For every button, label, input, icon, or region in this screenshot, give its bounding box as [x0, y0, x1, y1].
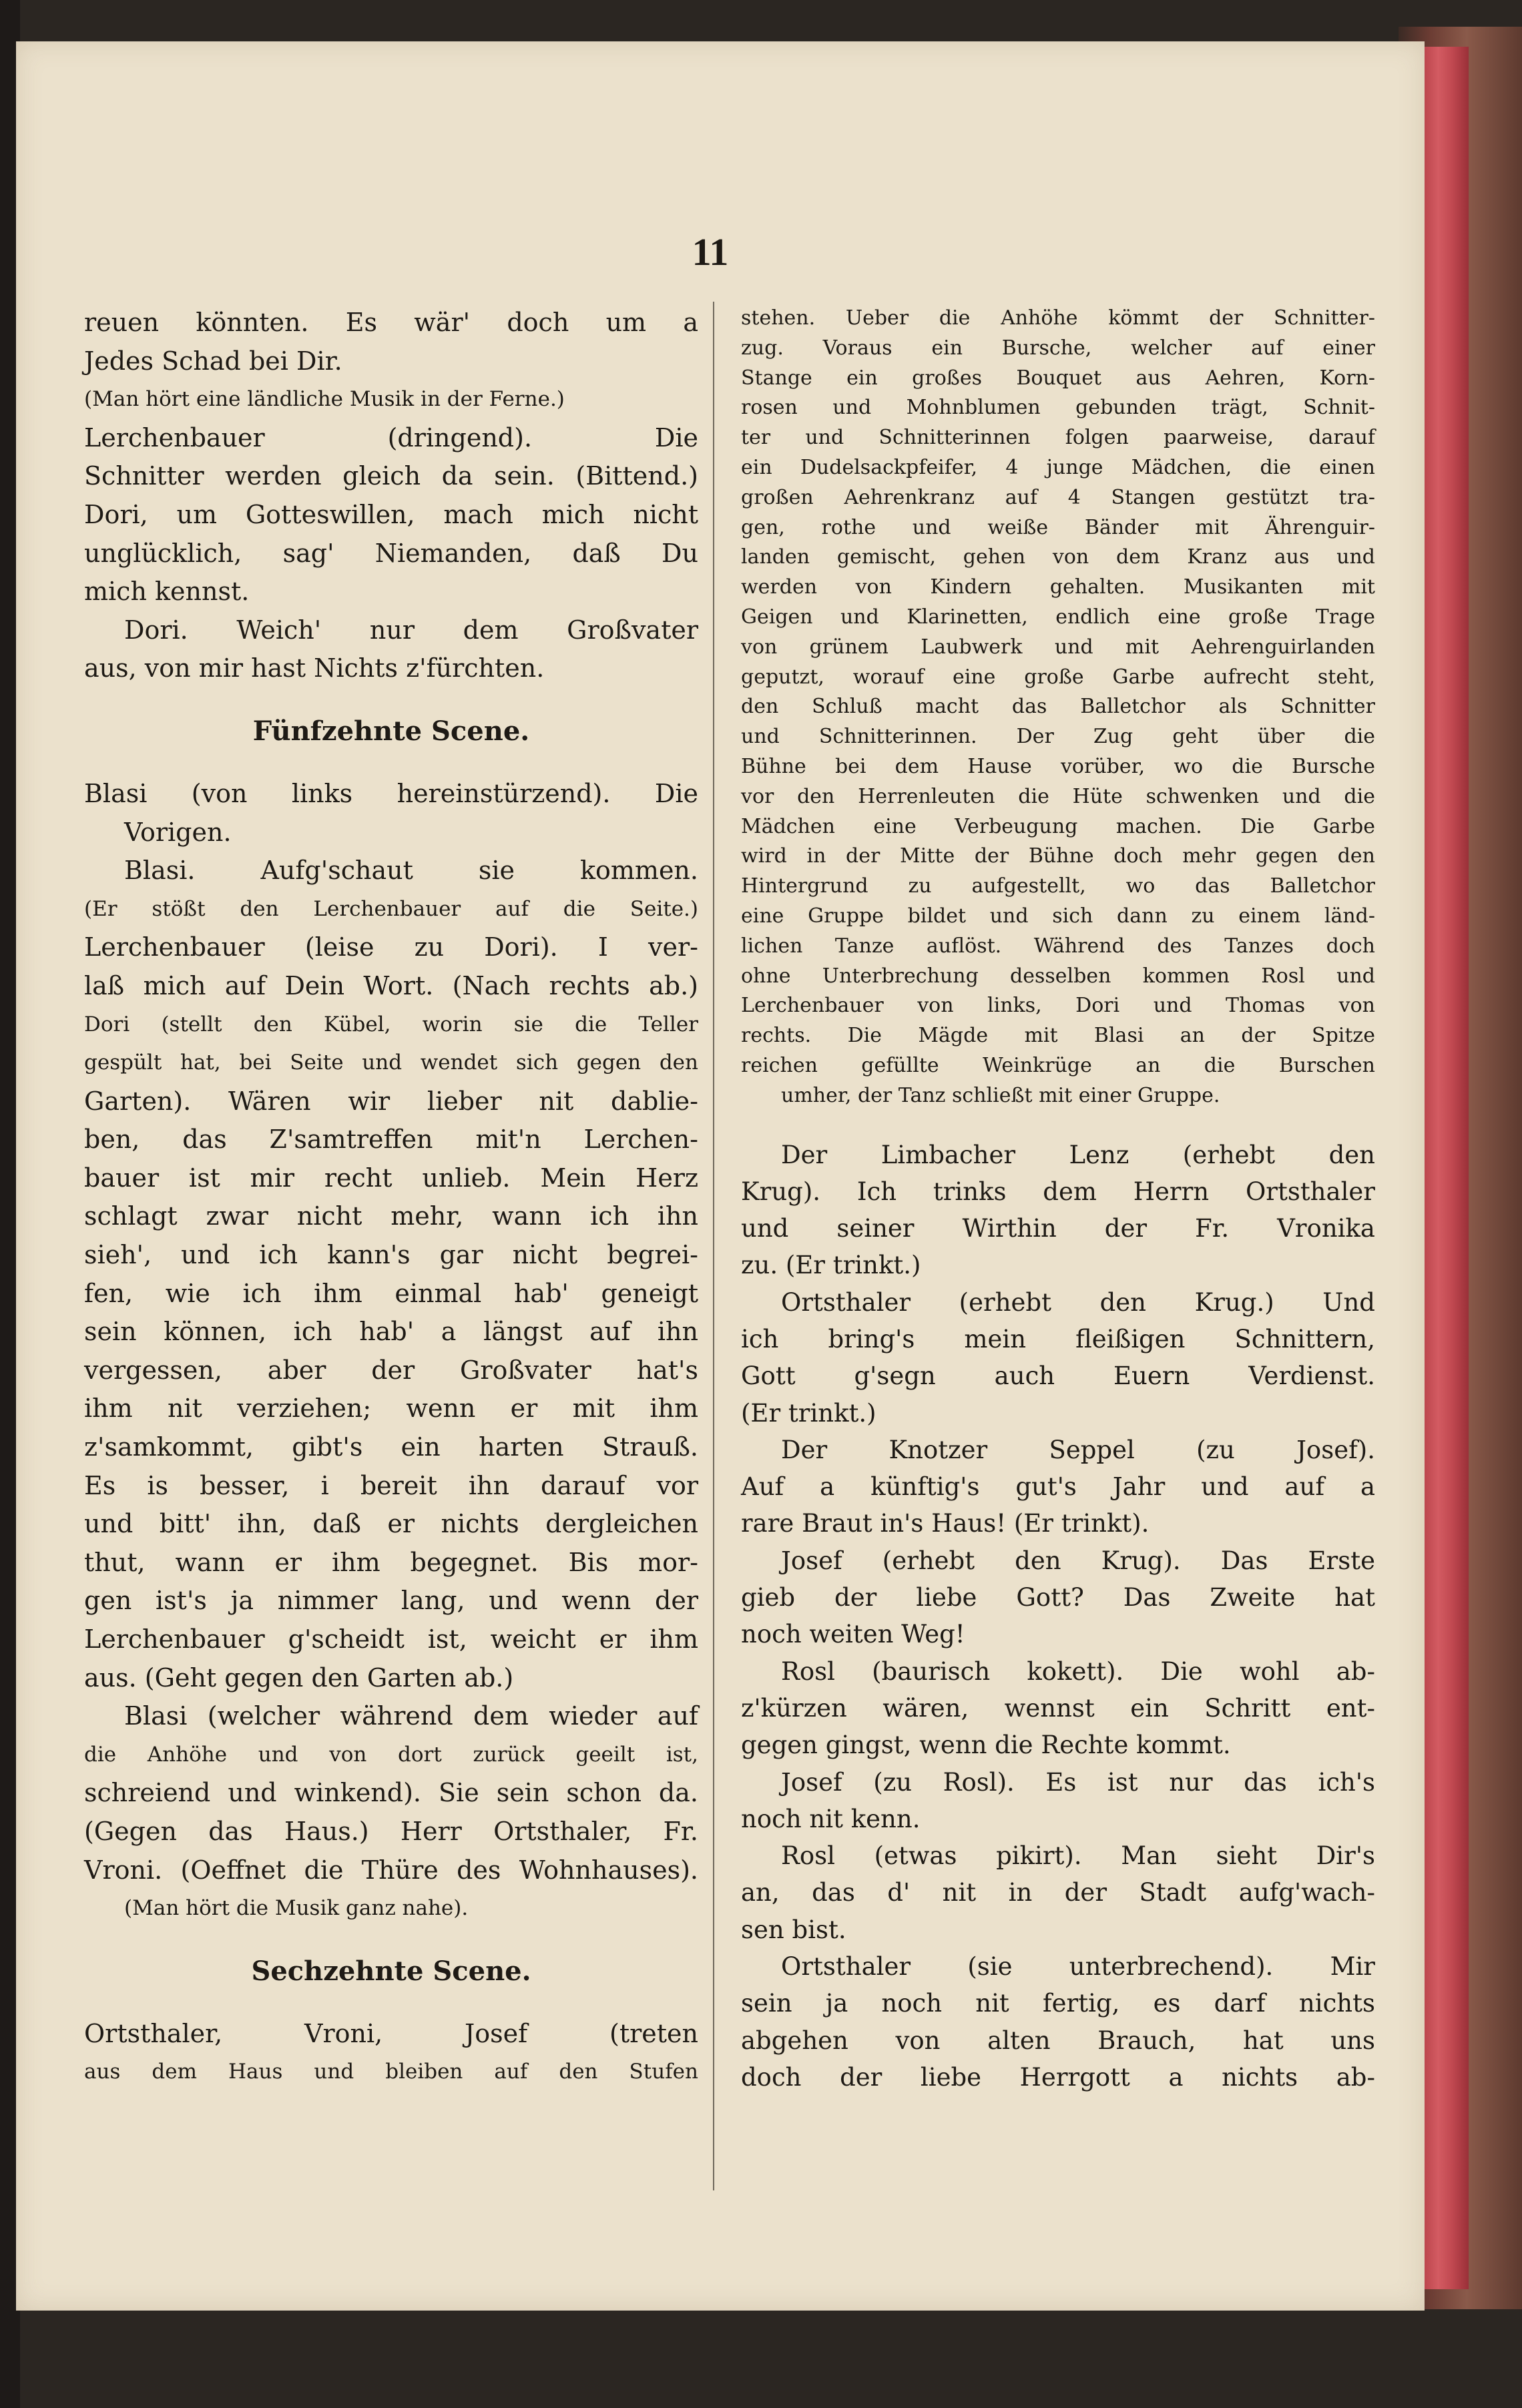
text-line: (Gegen das Haus.) Herr Ortsthaler, Fr. [84, 1816, 698, 1846]
stage-direction-line: Dori (stellt den Kübel, worin sie die Teller [84, 1012, 698, 1036]
stage-direction-line: Stange ein großes Bouquet aus Aehren, Korn- [741, 366, 1375, 390]
text-line: rare Braut in's Haus! (Er trinkt). [741, 1509, 1150, 1538]
stage-direction-line: ein Dudelsackpfeifer, 4 junge Mädchen, die einen [741, 455, 1375, 479]
text-line: Schnitter werden gleich da sein. (Bittend.) [84, 461, 698, 491]
stage-direction-line: vor den Herrenleuten die Hüte schwenken und die [741, 784, 1375, 808]
stage-direction-line: die Anhöhe und von dort zurück geeilt ist, [84, 1742, 698, 1767]
text-line: Dori, um Gotteswillen, mach mich nicht [84, 499, 698, 529]
scene-heading: Fünfzehnte Scene. [252, 715, 530, 747]
text-line: aus, von mir hast Nichts z'fürchten. [84, 653, 545, 683]
text-line: sieh', und ich kann's gar nicht begrei- [84, 1240, 698, 1270]
text-line: gieb der liebe Gott? Das Zweite hat [741, 1583, 1375, 1612]
text-line: sen bist. [741, 1915, 846, 1944]
stage-direction-line: ohne Unterbrechung desselben kommen Rosl und [741, 964, 1375, 988]
paragraph-gap [741, 1111, 1375, 1137]
stage-direction-line: (Er stößt den Lerchenbauer auf die Seite.) [84, 896, 698, 921]
stage-direction-line: geputzt, worauf eine große Garbe aufrecht steht, [741, 665, 1375, 689]
stage-direction-line: rechts. Die Mägde mit Blasi an der Spitze [741, 1024, 1375, 1048]
stage-direction-line: Lerchenbauer von links, Dori und Thomas von [741, 994, 1375, 1018]
text-line: Krug). Ich trinks dem Herrn Ortsthaler [741, 1177, 1375, 1206]
text-line: mich kennst. [84, 577, 250, 607]
text-line: Lerchenbauer (leise zu Dori). I ver- [84, 932, 698, 962]
stage-direction-line: gen, rothe und weiße Bänder mit Ährenguir- [741, 515, 1375, 539]
text-line: ihm nit verziehen; wenn er mit ihm [84, 1394, 698, 1424]
stage-direction-line: (Man hört eine ländliche Musik in der Ferne.) [84, 387, 565, 412]
stage-direction-line: eine Gruppe bildet und sich dann zu einem länd- [741, 904, 1375, 928]
text-line: bauer ist mir recht unlieb. Mein Herz [84, 1163, 698, 1193]
text-line: abgehen von alten Brauch, hat uns [741, 2026, 1375, 2055]
stage-direction-line: Bühne bei dem Hause vorüber, wo die Bursche [741, 754, 1375, 778]
left-paragraph-block-2 [84, 775, 698, 1928]
stage-direction-line: (Man hört die Musik ganz nahe). [124, 1896, 469, 1921]
text-line: noch nit kenn. [741, 1804, 921, 1833]
text-line: Ortsthaler (erhebt den Krug.) Und [781, 1287, 1375, 1317]
stage-direction-line: landen gemischt, gehen von dem Kranz aus und [741, 545, 1375, 569]
stage-direction-line: großen Aehrenkranz auf 4 Stangen gestützt tra- [741, 485, 1375, 509]
text-line: Josef (zu Rosl). Es ist nur das ich's [781, 1767, 1375, 1797]
text-line: fen, wie ich ihm einmal hab' geneigt [84, 1278, 698, 1308]
scene-heading: Sechzehnte Scene. [251, 1955, 531, 1987]
stage-direction-line: Mädchen eine Verbeugung machen. Die Garbe [741, 814, 1375, 838]
text-line: Blasi. Aufg'schaut sie kommen. [124, 856, 698, 886]
text-line: Ortsthaler, Vroni, Josef (treten [84, 2018, 698, 2048]
text-line: Es is besser, i bereit ihn darauf vor [84, 1470, 698, 1500]
stage-direction-line: Hintergrund zu aufgestellt, wo das Balletchor [741, 874, 1375, 898]
left-paragraph-block-1 [84, 304, 698, 688]
text-line: Blasi (welcher während dem wieder auf [124, 1701, 698, 1731]
text-line: z'kürzen wären, wennst ein Schritt ent- [741, 1693, 1375, 1723]
text-line: gegen gingst, wenn die Rechte kommt. [741, 1731, 1231, 1760]
stage-direction-line: den Schluß macht das Balletchor als Schnitter [741, 695, 1375, 719]
text-line: noch weiten Weg! [741, 1620, 965, 1649]
stage-direction-line: stehen. Ueber die Anhöhe kömmt der Schnitter- [741, 306, 1375, 330]
left-column [84, 304, 698, 2092]
text-line: Der Knotzer Seppel (zu Josef). [781, 1435, 1375, 1464]
stage-direction-line: gespült hat, bei Seite und wendet sich gegen den [84, 1050, 698, 1075]
stage-direction-line: umher, der Tanz schließt mit einer Gruppe. [781, 1083, 1220, 1107]
text-line: Rosl (baurisch kokett). Die wohl ab- [781, 1657, 1375, 1686]
text-line: sein ja noch nit fertig, es darf nichts [741, 1989, 1375, 2018]
text-line: Lerchenbauer (dringend). Die [84, 422, 698, 453]
text-line: gen ist's ja nimmer lang, und wenn der [84, 1586, 698, 1616]
stage-direction-line: und Schnitterinnen. Der Zug geht über die [741, 725, 1375, 749]
stage-direction-line: rosen und Mohnblumen gebunden trägt, Schnit- [741, 396, 1375, 420]
text-line: Auf a künftig's gut's Jahr und auf a [741, 1472, 1375, 1502]
text-line: ben, das Z'samtreffen mit'n Lerchen- [84, 1125, 698, 1155]
text-line: z'samkommt, gibt's ein harten Strauß. [84, 1432, 698, 1462]
text-line: doch der liebe Herrgott a nichts ab- [741, 2062, 1375, 2092]
stage-direction-line: lichen Tanze auflöst. Während des Tanzes doch [741, 934, 1375, 958]
text-line: ich bring's mein fleißigen Schnittern, [741, 1325, 1375, 1353]
text-line: aus. (Geht gegen den Garten ab.) [84, 1663, 514, 1693]
text-line: (Er trinkt.) [741, 1398, 876, 1428]
page-number: 11 [692, 230, 729, 274]
column-divider [713, 302, 714, 2190]
stage-direction-line: von grünem Laubwerk und mit Aehrenguirlanden [741, 635, 1375, 659]
text-line: an, das d' nit in der Stadt aufg'wach- [741, 1878, 1375, 1907]
text-line: reuen könnten. Es wär' doch um a [84, 308, 698, 337]
left-paragraph-block-3 [84, 2015, 698, 2092]
right-column [741, 304, 1375, 2096]
text-line: Blasi (von links hereinstürzend). Die [84, 778, 698, 808]
stage-direction-line: ter und Schnitterinnen folgen paarweise, darauf [741, 426, 1375, 450]
red-page-edge [1422, 47, 1469, 2289]
text-line: und seiner Wirthin der Fr. Vronika [741, 1214, 1375, 1243]
text-line: Gott g'segn auch Euern Verdienst. [741, 1362, 1375, 1391]
text-line: vergessen, aber der Großvater hat's [84, 1355, 698, 1385]
text-line: Dori. Weich' nur dem Großvater [124, 615, 698, 645]
text-line: schreiend und winkend). Sie sein schon da. [84, 1778, 698, 1808]
text-line: Jedes Schad bei Dir. [84, 346, 342, 376]
dialogue-block [741, 1137, 1375, 2096]
text-line: Josef (erhebt den Krug). Das Erste [781, 1546, 1375, 1575]
text-line: laß mich auf Dein Wort. (Nach rechts ab.) [84, 970, 698, 1000]
text-line: Vorigen. [124, 817, 232, 847]
text-line: Lerchenbauer g'scheidt ist, weicht er ihm [84, 1624, 698, 1654]
text-line: Vroni. (Oeffnet die Thüre des Wohnhauses). [84, 1855, 698, 1885]
text-line: und bitt' ihn, daß er nichts dergleichen [84, 1509, 698, 1539]
text-line: Rosl (etwas pikirt). Man sieht Dir's [781, 1841, 1375, 1871]
text-line: Ortsthaler (sie unterbrechend). Mir [781, 1952, 1375, 1982]
text-line: zu. (Er trinkt.) [741, 1251, 921, 1280]
text-line: Garten). Wären wir lieber nit dablie- [84, 1086, 698, 1116]
stage-direction-line: wird in der Mitte der Bühne doch mehr gegen den [741, 844, 1375, 868]
stage-direction-line: werden von Kindern gehalten. Musikanten mit [741, 575, 1375, 599]
stage-direction-line: zug. Voraus ein Bursche, welcher auf einer [741, 336, 1375, 360]
text-line: sein können, ich hab' a längst auf ihn [84, 1317, 698, 1347]
text-line: unglücklich, sag' Niemanden, daß Du [84, 538, 698, 568]
stage-direction-line: Geigen und Klarinetten, endlich eine große Trage [741, 605, 1375, 629]
text-line: schlagt zwar nicht mehr, wann ich ihn [84, 1201, 698, 1231]
text-line: thut, wann er ihm begegnet. Bis mor- [84, 1547, 698, 1577]
stage-direction-block [741, 304, 1375, 1111]
text-line: Der Limbacher Lenz (erhebt den [781, 1140, 1375, 1169]
stage-direction-line: aus dem Haus und bleiben auf den Stufen [84, 2060, 698, 2084]
stage-direction-line: reichen gefüllte Weinkrüge an die Burschen [741, 1053, 1375, 1077]
